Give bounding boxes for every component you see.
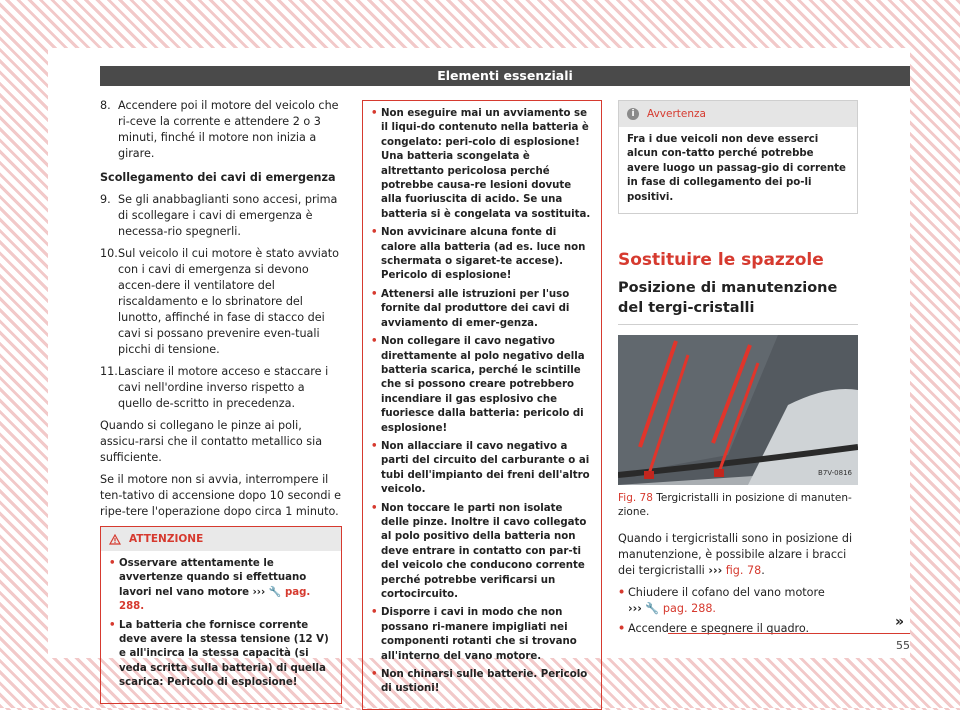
step-10 (100, 246, 342, 358)
list-item (371, 440, 593, 498)
step-8 (100, 98, 342, 162)
bullet-text: Non avvicinare alcuna fonte di calore alla batteria (ad es. luce non schermata o sigaret-te accese). Pericolo di esplosione! (381, 227, 586, 282)
attention-body (101, 551, 341, 703)
bullet-icon: • (371, 227, 378, 239)
column-right (618, 100, 858, 641)
bullet-icon: • (371, 669, 378, 681)
bullet-text: Non collegare il cavo negativo direttamente al polo negativo della batteria scarica, perché le scintille che si possono creare potrebbero incendiare il gas esplosivo che fuoriesce dalla batteria: pericolo di esplosione! (381, 336, 585, 434)
step-11 (100, 364, 342, 412)
figure-caption (618, 491, 858, 519)
reference-arrows-icon: ››› (708, 564, 723, 578)
attention-box (100, 526, 342, 704)
note-header (619, 101, 857, 127)
note-box (618, 100, 858, 214)
attention-header (101, 527, 341, 551)
bullet-icon: • (371, 502, 378, 514)
step-number: 11. (100, 365, 118, 378)
step-text: Lasciare il motore acceso e staccare i cavi nell'ordine inverso rispetto a quello de-scritto in precedenza. (118, 365, 329, 410)
figure-code: B7V-0816 (818, 469, 852, 478)
list-item (618, 621, 858, 637)
bullet-icon: • (618, 622, 626, 636)
note-body: Fra i due veicoli non deve esserci alcun con-tatto perché potrebbe avere luogo un passag-gio di corrente in fase di collegamento dei po-li positivi. (627, 134, 846, 203)
list-item (371, 606, 593, 664)
column-middle (362, 100, 602, 710)
list-item (371, 107, 593, 222)
step-9 (100, 192, 342, 240)
page-reference-link[interactable]: pag. 288. (662, 602, 716, 616)
divider (618, 324, 858, 325)
list-item (371, 335, 593, 436)
continue-arrow-icon: » (894, 614, 904, 630)
list-item (371, 226, 593, 284)
bullet-text: Disporre i cavi in modo che non possano ri-manere impigliati nei componenti rotanti che si trovano all'interno del vano motore. (381, 607, 577, 662)
list-item (109, 619, 333, 691)
subsection-title: Posizione di manutenzione del tergi-cristalli (618, 280, 838, 317)
paragraph: Quando i tergicristalli sono in posizione di manutenzione, è possibile alzare i bracci dei tergicristalli ››› fig. 78. (618, 532, 853, 578)
bullet-icon: • (371, 108, 378, 119)
bullet-icon: • (618, 586, 626, 600)
step-number: 8. (100, 99, 111, 112)
page-reference-link[interactable]: pag. 288. (119, 586, 311, 613)
attention-title: ATTENZIONE (129, 533, 204, 545)
figure-reference-link[interactable]: fig. 78 (725, 564, 762, 578)
bullet-icon: • (109, 558, 116, 569)
page-header: Elementi essenziali (100, 66, 910, 86)
step-text: Sul veicolo il cui motore è stato avviato con i cavi di emergenza si devono accen-dere il ventilatore del riscaldamento e lo sbrinatore del lunotto, affinché in fase di stacco dei cavi si possano prevenire even-tuali picchi di tensione. (118, 247, 340, 356)
list-item (371, 668, 593, 697)
list-item (371, 502, 593, 603)
list-item (371, 288, 593, 331)
bullet-icon: • (371, 607, 378, 619)
bullet-text: La batteria che fornisce corrente deve avere la stessa tensione (12 V) e all'incirca la stessa capacità (si veda scritta sulla batteria) di quella scarica: Pericolo di esplosione! (119, 619, 329, 689)
bullet-icon: • (109, 619, 116, 631)
bullet-text: Non chinarsi sulle batterie. Pericolo di ustioni! (381, 669, 588, 695)
bottom-divider (668, 633, 910, 634)
note-title: Avvertenza (647, 108, 706, 120)
bullet-icon: • (371, 288, 378, 300)
page-number: 55 (896, 639, 910, 652)
bullet-text: Attenersi alle istruzioni per l'uso fornite dal produttore dei cavi di avviamento di emer-genza. (381, 288, 570, 329)
reference-arrows-icon: ››› (628, 602, 642, 616)
section-title: Sostituire le spazzole (618, 250, 824, 271)
engine-compartment-icon: 🔧 (645, 602, 660, 616)
list-item (618, 585, 858, 617)
paragraph-text: Quando i tergicristalli sono in posizione di manutenzione, è possibile alzare i bracci dei tergicristalli (618, 532, 853, 578)
list-item (109, 557, 333, 615)
bullet-text: Accendere e spegnere il quadro. (628, 622, 810, 636)
step-text: Se gli anabbaglianti sono accesi, prima di scollegare i cavi di emergenza è necessa-rio spegnerli. (118, 193, 338, 238)
wiper-illustration (618, 335, 858, 485)
warning-continuation-box (362, 100, 602, 710)
warning-triangle-icon (109, 534, 121, 545)
bullet-text: Non eseguire mai un avviamento se il liqui-do contenuto nella batteria è congelato: peri-colo di esplosione! Una batteria scongelata è altrettanto pericolosa perché potrebbe causa-re lesioni dovute alla fuoriuscita di acido. Se una batteria si è congelata va sostituita. (381, 108, 591, 220)
wiper-figure-image (618, 335, 858, 485)
column-left (100, 98, 342, 704)
caption-text: Tergicristalli in posizione di manuten-zione. (618, 492, 852, 519)
bullet-text: Osservare attentamente le avvertenze quando si effettuano lavori nel vano motore (119, 558, 307, 598)
bullet-icon: • (371, 440, 378, 452)
bullet-icon: • (371, 336, 378, 348)
paragraph: Se il motore non si avvia, interrompere il ten-tativo di accensione dopo 10 secondi e ripe-tere l'operazione dopo circa 1 minuto. (100, 473, 342, 518)
step-number: 9. (100, 193, 111, 206)
section-subhead: Scollegamento dei cavi di emergenza (100, 171, 336, 184)
bullet-text: Non toccare le parti non isolate delle pinze. Inoltre il cavo collegato al polo positivo della batteria non deve entrare in contatto con par-ti del veicolo che conducono corrente perché potrebbe verificarsi un cortocircuito. (381, 502, 587, 600)
step-text: Accendere poi il motore del veicolo che ri-ceve la corrente e attendere 2 o 3 minuti, finché il motore non inizia a girare. (118, 99, 339, 160)
page (48, 48, 910, 695)
info-icon: i (627, 108, 639, 120)
paragraph: Quando si collegano le pinze ai poli, assicu-rarsi che il contatto metallico sia sufficiente. (100, 419, 323, 464)
bullet-text: Chiudere il cofano del vano motore (628, 586, 825, 600)
bullet-text: Non allacciare il cavo negativo a parti del circuito del carburante o ai tubi dell'impianto dei freni dell'altro veicolo. (381, 440, 590, 496)
figure-label: Fig. 78 (618, 492, 653, 505)
engine-compartment-icon: 🔧 (268, 586, 282, 598)
reference-arrows-icon: ››› (252, 586, 266, 598)
step-number: 10. (100, 247, 118, 260)
